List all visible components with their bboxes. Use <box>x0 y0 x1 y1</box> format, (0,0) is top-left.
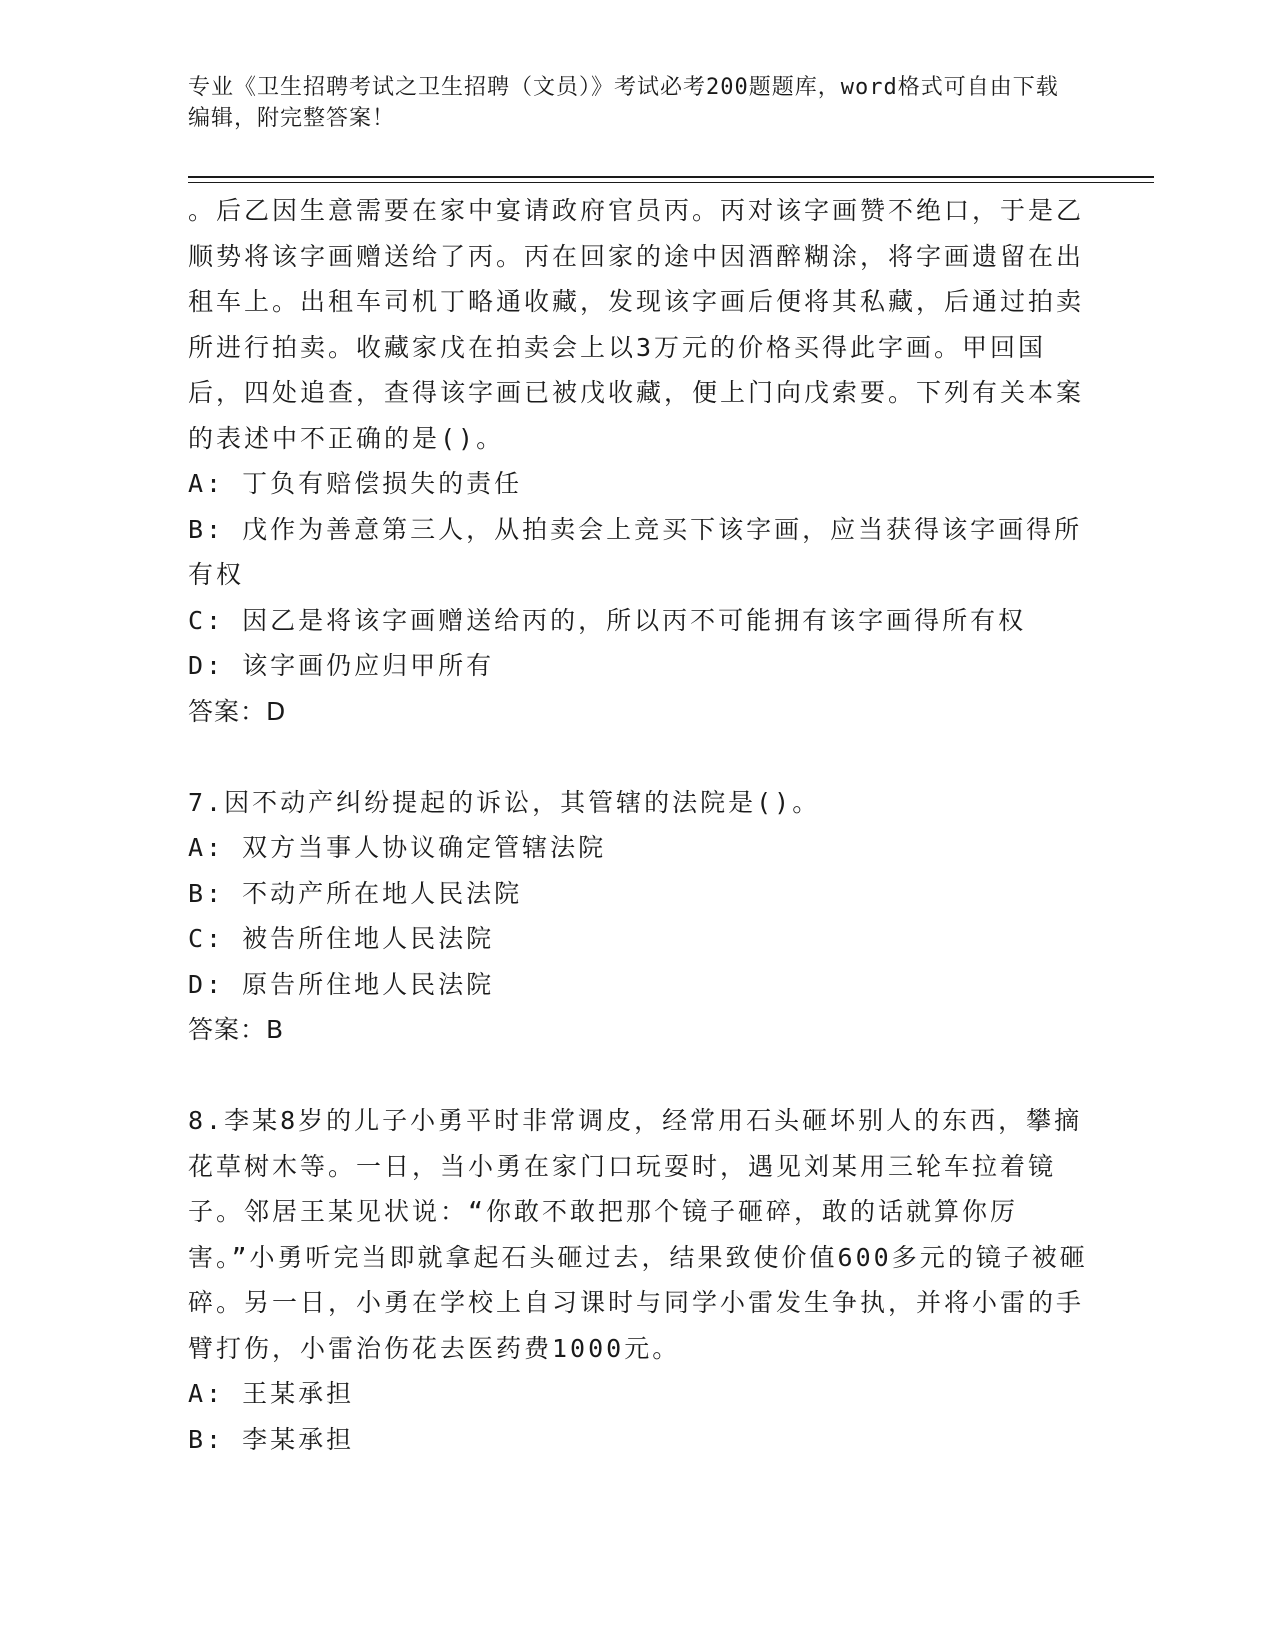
question-6-stem: 。后乙因生意需要在家中宴请政府官员丙。丙对该字画赞不绝口，于是乙顺势将该字画赠送给了丙。丙在回家的途中因酒醉糊涂，将字画遗留在出租车上。出租车司机丁略通收藏，发现该字画后便将其私藏，后通过拍卖所进行拍卖。收藏家戊在拍卖会上以3万元的价格买得此字画。甲回国后，四处追查，查得该字画已被戊收藏，便上门向戊索要。下列有关本案的表述中不正确的是()。 <box>188 196 1085 453</box>
header-rule-thick <box>188 176 1154 178</box>
question-7-option-b: B: 不动产所在地人民法院 <box>188 878 523 908</box>
question-6-option-b: B: 戊作为善意第三人，从拍卖会上竞买下该字画，应当获得该字画得所有权 <box>188 514 1083 589</box>
question-7 <box>188 780 1088 1053</box>
question-7-option-c: C: 被告所住地人民法院 <box>188 924 495 953</box>
question-6-answer: 答案：D <box>188 696 287 726</box>
question-7-stem: 7.因不动产纠纷提起的诉讼，其管辖的法院是()。 <box>188 787 821 817</box>
question-6 <box>188 188 1088 734</box>
question-7-option-a: A: 双方当事人协议确定管辖法院 <box>188 833 607 862</box>
question-8-option-a: A: 王某承担 <box>188 1379 355 1408</box>
question-6-option-d: D: 该字画仍应归甲所有 <box>188 651 495 680</box>
question-8-option-b: B: 李某承担 <box>188 1424 355 1454</box>
question-8-stem: 8.李某8岁的儿子小勇平时非常调皮，经常用石头砸坏别人的东西，攀摘花草树木等。一日，当小勇在家门口玩耍时，遇见刘某用三轮车拉着镜子。邻居王某见状说：“你敢不敢把那个镜子砸碎，敢的话就算你厉害。”小勇听完当即就拿起石头砸过去，结果致使价值600多元的镜子被砸碎。另一日，小勇在学校上自习课时与同学小雷发生争执，并将小雷的手臂打伤，小雷治伤花去医药费1000元。 <box>188 1106 1088 1363</box>
header-rule-thin <box>188 182 1154 183</box>
spacer <box>188 734 1088 780</box>
question-8 <box>188 1098 1088 1462</box>
spacer <box>188 1053 1088 1099</box>
question-6-option-a: A: 丁负有赔偿损失的责任 <box>188 469 523 498</box>
question-6-option-c: C: 因乙是将该字画赠送给丙的，所以丙不可能拥有该字画得所有权 <box>188 605 1027 635</box>
document-body <box>188 188 1088 1462</box>
document-header: 专业《卫生招聘考试之卫生招聘（文员）》考试必考200题题库，word格式可自由下载编辑，附完整答案！ <box>188 75 1059 131</box>
question-7-answer: 答案：B <box>188 1015 285 1044</box>
question-7-option-d: D: 原告所住地人民法院 <box>188 969 495 999</box>
